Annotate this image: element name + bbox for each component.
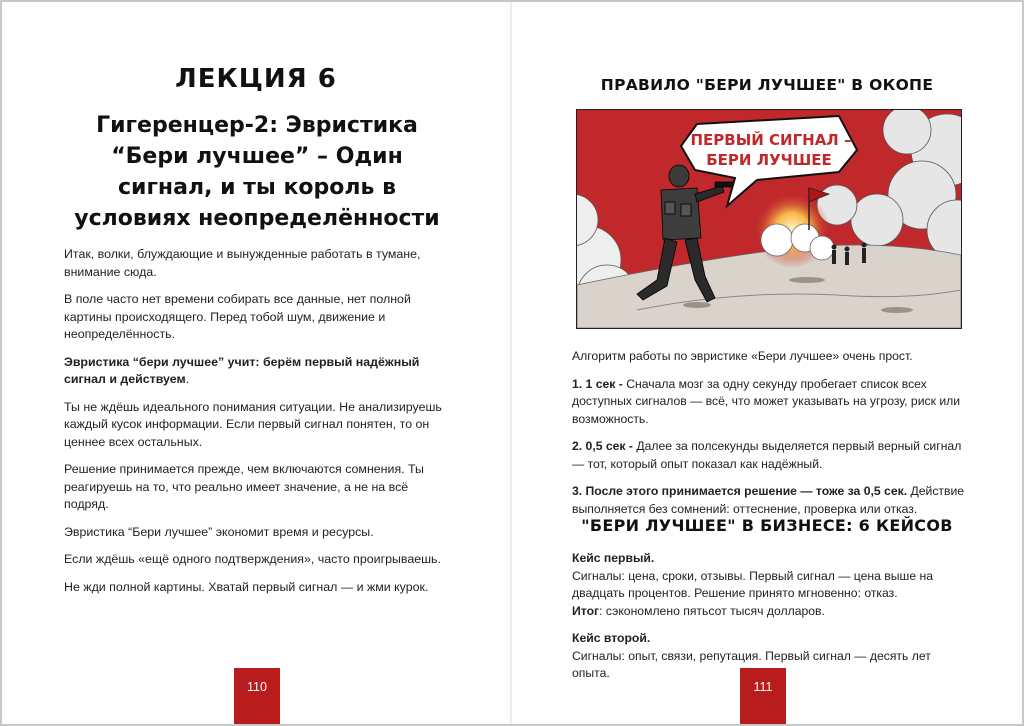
case-text: Сигналы: цена, сроки, отзывы. Первый сигнал — цена выше на двадцать процентов. Решение принято мгновенно: отказ.: [572, 568, 933, 600]
step-text: Далее за полсекунды выделяется первый верный сигнал — тот, который опыт показал как надёжный.: [572, 439, 962, 471]
speech-line-2: БЕРИ ЛУЧШЕЕ: [706, 151, 832, 169]
step-label: 1. 1 сек -: [572, 376, 623, 391]
case-title: Кейс первый.: [572, 551, 655, 565]
algorithm-step: [572, 483, 968, 518]
right-page: [512, 2, 1022, 724]
paragraph: Эвристика “Бери лучшее” экономит время и ресурсы.: [64, 524, 374, 539]
step-text: Сначала мозг за одну секунду пробегает список всех доступных сигналов — всё, что может указывать на угрозу, риск или возможность.: [572, 376, 961, 426]
comic-illustration: [576, 109, 962, 329]
paragraph: Решение принимается прежде, чем включаются сомнения. Ты реагируешь на то, что реально имеет значение, а не на всё подряд.: [64, 462, 424, 511]
paragraph: Если ждёшь «ещё одного подтверждения», часто проигрываешь.: [64, 552, 441, 566]
algorithm-step: [572, 376, 968, 429]
case-text: Сигналы: опыт, связи, репутация. Первый сигнал — десять лет опыта.: [572, 648, 931, 680]
step-label: 2. 0,5 сек -: [572, 439, 633, 453]
paragraph: Итак, волки, блуждающие и вынужденные работать в тумане, внимание сюда.: [64, 247, 421, 279]
case-result-label: Итог: [572, 603, 600, 618]
lecture-body: [64, 246, 456, 606]
algorithm-step: [572, 438, 968, 473]
case-item: [572, 550, 968, 620]
left-page: [2, 2, 510, 724]
paragraph: Ты не ждёшь идеального понимания ситуации. Не анализируешь каждый кусок информации. Если первый сигнал понятен, то он ценнее всех остальных.: [64, 399, 442, 449]
algorithm-text: [572, 348, 968, 528]
lecture-subtitle: Гигеренцер-2: Эвристика “Бери лучшее” – Один сигнал, и ты король в условиях неопределённости: [74, 113, 440, 231]
step-text: Действие выполняется без сомнений: оттеснение, проверка или отказ.: [572, 484, 965, 516]
paragraph: Не жди полной картины. Хватай первый сигнал — и жми курок.: [64, 579, 429, 594]
rule-tail: .: [185, 372, 190, 386]
section-heading: ПРАВИЛО "БЕРИ ЛУЧШЕЕ" В ОКОПЕ: [600, 76, 934, 94]
case-result: [572, 603, 968, 621]
speech-line-1: ПЕРВЫЙ СИГНАЛ –: [690, 131, 852, 149]
business-heading: "БЕРИ ЛУЧШЕЕ" В БИЗНЕСЕ: 6 КЕЙСОВ: [581, 516, 953, 535]
paragraph: В поле часто нет времени собирать все данные, нет полной картины происходящего. Перед тобой шум, движение и неопределённость.: [64, 292, 411, 341]
rule-paragraph: [64, 354, 456, 389]
soldier-battle-scene: [577, 110, 961, 328]
page-number-left: 110: [234, 668, 280, 724]
case-title: Кейс второй.: [572, 631, 651, 645]
step-label: 3. После этого принимается решение — тоже за 0,5 сек.: [572, 484, 908, 498]
lecture-title: ЛЕКЦИЯ 6: [175, 64, 337, 94]
algorithm-intro: Алгоритм работы по эвристике «Бери лучшее» очень прост.: [572, 349, 913, 363]
rule-bold-text: Эвристика “бери лучшее” учит: берём первый надёжный сигнал и действуем: [64, 354, 420, 386]
page-number-right: 111: [740, 668, 786, 724]
case-result-text: : сэкономлено пятьсот тысяч долларов.: [599, 603, 825, 618]
book-spread: [2, 2, 1022, 724]
